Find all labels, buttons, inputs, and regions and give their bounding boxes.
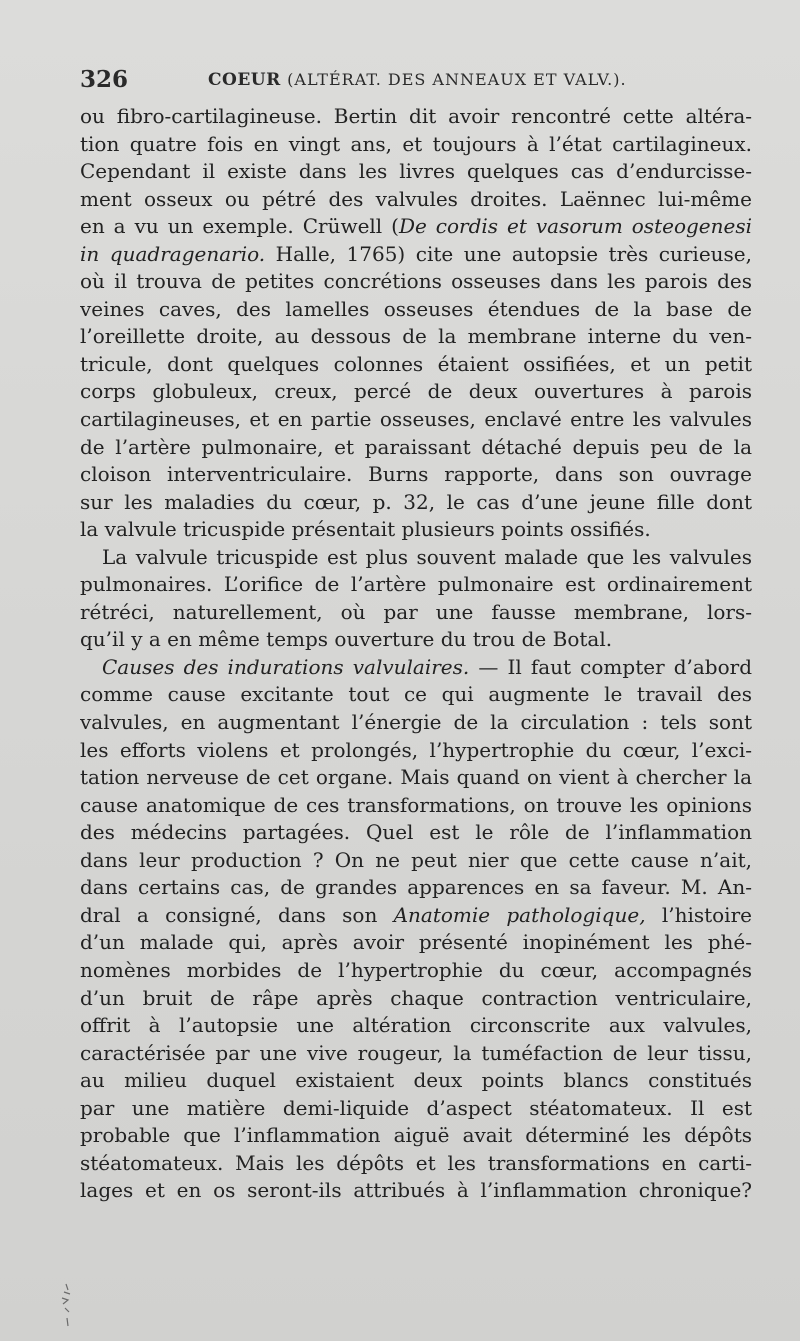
page-number: 326 (80, 66, 129, 93)
text-line: nomènes morbides de l’hypertrophie du cœur, accompagnés (80, 957, 752, 982)
text-line: par une matière demi-liquide d’aspect stéatomateux. Il est (80, 1095, 752, 1120)
text-line: où il trouva de petites concrétions osseuses dans les parois des (80, 269, 752, 294)
pencil-scribble-icon (54, 1282, 76, 1330)
text-line (80, 241, 752, 269)
text-line: l’oreillette droite, au dessous de la membrane interne du ven- (80, 324, 752, 349)
text-line: valvules, en augmentant l’énergie de la circulation : tels sont (80, 710, 752, 735)
text-line: des médecins partagées. Quel est le rôle de l’inflammation (80, 820, 752, 845)
text-line (80, 902, 752, 930)
text-line: veines caves, des lamelles osseuses étendues de la base de (80, 296, 752, 321)
text-line: ou fibro-cartilagineuse. Bertin dit avoir rencontré cette altéra- (80, 104, 752, 128)
text-line: caractérisée par une vive rougeur, la tuméfaction de leur tissu, (80, 1040, 752, 1065)
text-line: probable que l’inflammation aiguë avait déterminé les dépôts (80, 1123, 752, 1148)
latin-title-italic: De cordis et vasorum osteogenesi (398, 214, 752, 239)
text-line: la valvule tricuspide présentait plusieurs points ossifiés. (80, 517, 651, 542)
text-line: sur les maladies du cœur, p. 32, le cas d’une jeune fille dont (80, 489, 752, 514)
text-line: au milieu duquel existaient deux points blancs constitués (80, 1068, 752, 1093)
text-line: comme cause excitante tout ce qui augmente le travail des (80, 682, 752, 707)
text-segment: Halle, 1765) cite une autopsie très curieuse, (265, 241, 752, 266)
text-line: de l’artère pulmonaire, et paraissant détaché depuis peu de la (80, 434, 752, 459)
text-line: offrit à l’autopsie une altération circonscrite aux valvules, (80, 1013, 752, 1038)
book-title-italic: Anatomie pathologique, (393, 902, 646, 927)
text-segment: dral a consigné, dans son (80, 902, 394, 927)
text-segment: — Il faut compter d’abord (469, 654, 752, 679)
text-line: cartilagineuses, et en partie osseuses, enclavé entre les valvules (80, 407, 752, 432)
text-line: cause anatomique de ces transformations, on trouve les opinions (80, 792, 752, 817)
running-head (80, 66, 760, 96)
text-line: d’un malade qui, après avoir présenté inopinément les phé- (80, 930, 752, 955)
text-line: qu’il y a en même temps ouverture du trou de Botal. (80, 627, 613, 652)
latin-title-italic: in quadragenario. (80, 241, 266, 266)
text-line: lages et en os seront-ils attribués à l’inflammation chronique? (80, 1178, 752, 1203)
text-line: dans certains cas, de grandes apparences en sa faveur. M. An- (80, 875, 752, 900)
text-line: tion quatre fois en vingt ans, et toujours à l’état cartilagineux. (80, 131, 752, 156)
paragraph-first-line: La valvule tricuspide est plus souvent malade que les valvules (102, 544, 752, 569)
text-line: rétréci, naturellement, où par une fausse membrane, lors- (80, 599, 752, 624)
text-line (80, 213, 752, 241)
running-title-sub: (ALTÉRAT. DES ANNEAUX ET VALV.). (287, 70, 627, 89)
section-heading-italic: Causes des indurations valvulaires. (102, 654, 470, 679)
text-line: tricule, dont quelques colonnes étaient ossifiées, et un petit (80, 351, 752, 376)
text-segment: l’histoire (645, 902, 752, 927)
text-line: stéatomateux. Mais les dépôts et les transformations en carti- (80, 1150, 752, 1175)
text-line: cloison interventriculaire. Burns rapporte, dans son ouvrage (80, 462, 752, 487)
text-line: tation nerveuse de cet organe. Mais quand on vient à chercher la (80, 765, 752, 790)
margin-pencil-mark (54, 1282, 76, 1330)
paragraph-first-line (80, 654, 752, 682)
text-line: pulmonaires. L’orifice de l’artère pulmonaire est ordinairement (80, 572, 752, 597)
text-line: ment osseux ou pétré des valvules droites. Laënnec lui-même (80, 186, 752, 211)
text-line: corps globuleux, creux, percé de deux ouvertures à parois (80, 379, 752, 404)
body-text (80, 103, 752, 1205)
text-line: Cependant il existe dans les livres quelques cas d’endurcisse- (80, 159, 752, 184)
text-line: les efforts violens et prolongés, l’hypertrophie du cœur, l’exci- (80, 737, 752, 762)
text-line: dans leur production ? On ne peut nier que cette cause n’ait, (80, 847, 752, 872)
running-title-main: COEUR (208, 70, 281, 90)
text-segment: en a vu un exemple. Crüwell ( (80, 214, 399, 239)
running-title (208, 70, 627, 90)
text-line: d’un bruit de râpe après chaque contraction ventriculaire, (80, 985, 752, 1010)
